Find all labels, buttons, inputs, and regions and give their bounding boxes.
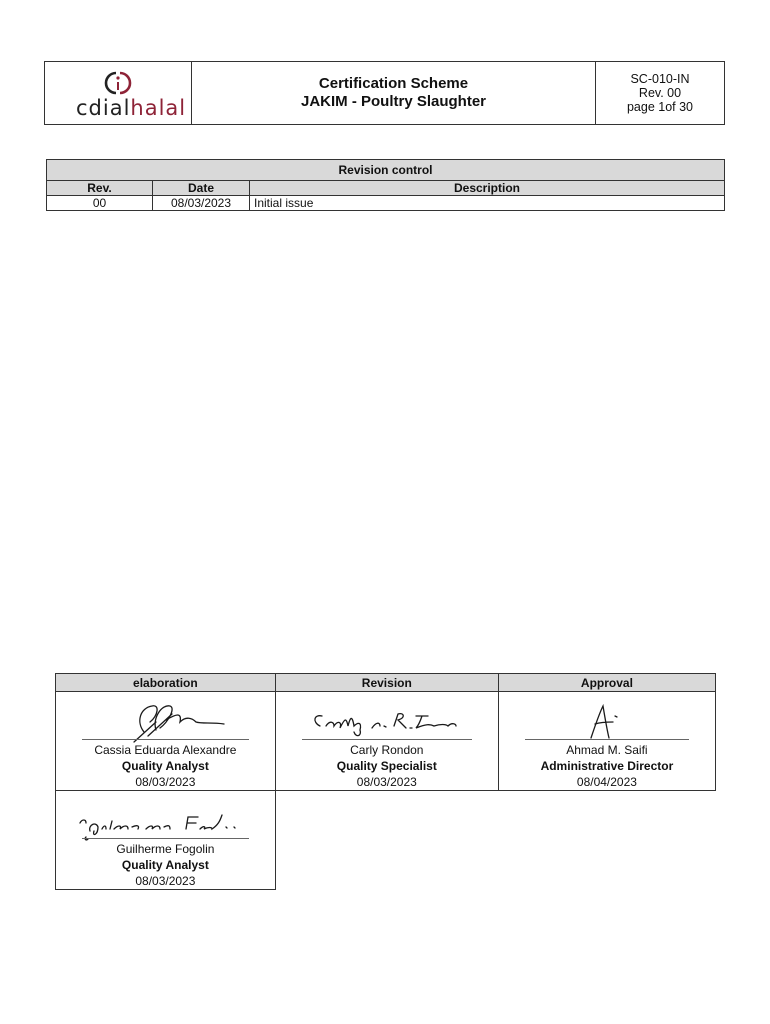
signer-role: Administrative Director <box>540 759 674 773</box>
doc-code: SC-010-IN <box>630 72 690 86</box>
logo-text-cdial: cdial <box>76 96 131 120</box>
signature-date: 08/03/2023 <box>135 874 196 888</box>
signer-name: Ahmad M. Saifi <box>566 743 648 757</box>
signer-name: Carly Rondon <box>350 743 424 757</box>
signer-role: Quality Analyst <box>121 858 209 872</box>
signer-name: Cassia Eduarda Alexandre <box>94 743 237 757</box>
revision-control-caption: Revision control <box>47 160 725 181</box>
document-code-block <box>596 62 725 125</box>
signature-block-elaboration <box>56 692 276 791</box>
signer-role: Quality Analyst <box>121 759 209 773</box>
cdial-halal-logo <box>45 62 191 124</box>
row-date: 08/03/2023 <box>153 196 250 211</box>
column-header-revision: Revision <box>275 674 498 692</box>
title-line-1: Certification Scheme <box>318 75 469 92</box>
revision-control-table <box>46 159 725 211</box>
empty-cell <box>498 791 715 890</box>
logo-wordmark <box>76 96 186 120</box>
signature-block-elaboration-2 <box>56 791 276 890</box>
row-description: Initial issue <box>250 196 725 211</box>
row-rev: 00 <box>47 196 153 211</box>
signature-date: 08/03/2023 <box>356 775 417 789</box>
table-row <box>47 196 725 211</box>
column-header-rev: Rev. <box>47 181 153 196</box>
document-title <box>192 62 596 125</box>
signer-role: Quality Specialist <box>336 759 437 773</box>
logo-cell <box>45 62 192 125</box>
signer-name: Guilherme Fogolin <box>116 842 215 856</box>
doc-page: page 1of 30 <box>626 100 694 114</box>
doc-revision: Rev. 00 <box>638 86 682 100</box>
column-header-elaboration: elaboration <box>56 674 276 692</box>
logo-text-halal: halal <box>130 96 187 120</box>
signature-date: 08/03/2023 <box>135 775 196 789</box>
column-header-approval: Approval <box>498 674 715 692</box>
signature-date: 08/04/2023 <box>576 775 637 789</box>
column-header-description: Description <box>250 181 725 196</box>
document-header <box>44 61 725 125</box>
logo-mark-icon <box>102 70 134 96</box>
column-header-date: Date <box>153 181 250 196</box>
signature-block-revision <box>275 692 498 791</box>
empty-cell <box>275 791 498 890</box>
signature-block-approval <box>498 692 715 791</box>
signature-table <box>55 673 716 890</box>
title-line-2: JAKIM - Poultry Slaughter <box>300 93 487 110</box>
